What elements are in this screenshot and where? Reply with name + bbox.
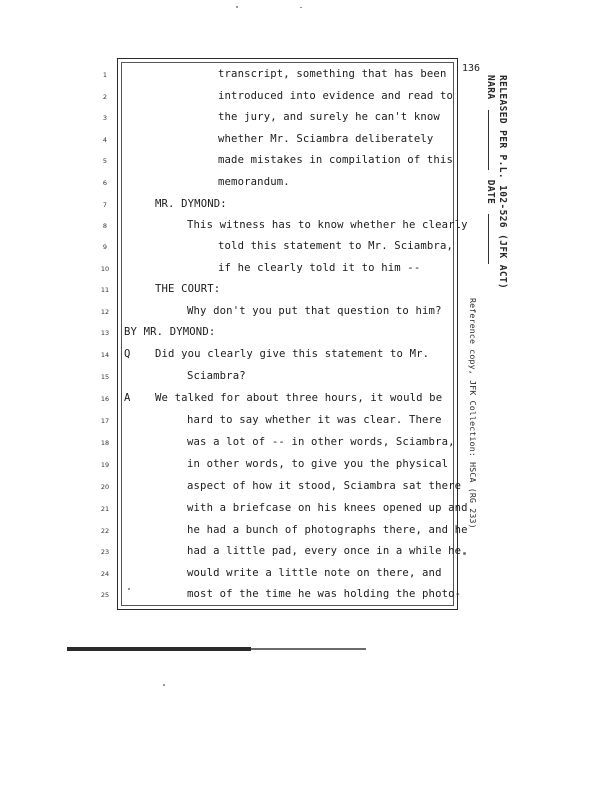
line-number: 25 <box>100 591 110 599</box>
line-number: 24 <box>100 570 110 578</box>
release-stamp-line3: DATE <box>485 179 496 205</box>
line-number: 5 <box>102 157 108 165</box>
transcript-line <box>0 217 612 237</box>
transcript-line <box>0 500 612 520</box>
line-text: most of the time he was holding the photo- <box>187 588 462 600</box>
line-text: would write a little note on there, and <box>187 567 442 579</box>
transcript-line <box>0 368 612 388</box>
line-text: had a little pad, every once in a while he <box>187 545 462 557</box>
transcript-line <box>0 66 612 86</box>
line-number: 17 <box>100 417 110 425</box>
line-text: told this statement to Mr. Sciambra, <box>218 240 454 252</box>
line-number: 8 <box>102 222 108 230</box>
transcript-line <box>0 196 612 216</box>
line-text: hard to say whether it was clear. There <box>187 414 442 426</box>
line-text: was a lot of -- in other words, Sciambra, <box>187 436 455 448</box>
transcript-line <box>0 174 612 194</box>
line-number: 3 <box>102 114 108 122</box>
line-text: whether Mr. Sciambra deliberately <box>218 133 434 145</box>
transcript-line <box>0 586 612 606</box>
transcript-line <box>0 456 612 476</box>
line-number: 15 <box>100 373 110 381</box>
line-text: Sciambra? <box>187 370 246 382</box>
release-stamp-line2: NARA <box>485 75 496 100</box>
release-stamp-line1: RELEASED PER P.L. 102-526 (JFK ACT) <box>497 75 508 290</box>
line-number: 22 <box>100 527 110 535</box>
line-number: 6 <box>102 179 108 187</box>
line-text: in other words, to give you the physical <box>187 458 449 470</box>
bottom-rule-tail <box>251 648 366 650</box>
transcript-line <box>0 565 612 585</box>
scan-speck <box>163 684 165 686</box>
transcript-line <box>0 238 612 258</box>
line-text: he had a bunch of photographs there, and he <box>187 524 468 536</box>
line-text: This witness has to know whether he clearly <box>187 219 468 231</box>
question-marker: Q <box>124 348 131 360</box>
transcript-line <box>0 303 612 323</box>
scan-speck <box>300 7 302 8</box>
line-number: 11 <box>100 286 110 294</box>
transcript-line <box>0 88 612 108</box>
line-number: 4 <box>102 136 108 144</box>
bottom-rule <box>67 647 251 651</box>
transcript-line <box>0 478 612 498</box>
line-text: transcript, something that has been <box>218 68 447 80</box>
examination-label: BY MR. DYMOND: <box>124 326 216 338</box>
line-number: 23 <box>100 548 110 556</box>
line-text: introduced into evidence and read to <box>218 90 454 102</box>
line-text: Did you clearly give this statement to Mr. <box>155 348 430 360</box>
line-number: 7 <box>102 201 108 209</box>
line-text: aspect of how it stood, Sciambra sat there <box>187 480 462 492</box>
line-number: 14 <box>100 351 110 359</box>
line-number: 12 <box>100 308 110 316</box>
transcript-line <box>0 260 612 280</box>
line-text: the jury, and surely he can't know <box>218 111 440 123</box>
transcript-line <box>0 543 612 563</box>
line-number: 13 <box>100 329 110 337</box>
speaker-label: MR. DYMOND: <box>155 198 227 210</box>
scan-speck <box>128 588 130 590</box>
transcript-line <box>0 434 612 454</box>
transcript-line <box>0 109 612 129</box>
page-number: 136 <box>462 63 481 74</box>
answer-marker: A <box>124 392 131 404</box>
line-number: 19 <box>100 461 110 469</box>
line-number: 10 <box>100 265 110 273</box>
speaker-label: THE COURT: <box>155 283 221 295</box>
line-text: made mistakes in compilation of this <box>218 154 454 166</box>
transcript-line <box>0 522 612 542</box>
line-number: 18 <box>100 439 110 447</box>
transcript-line <box>0 131 612 151</box>
transcript-line <box>0 152 612 172</box>
line-text: memorandum. <box>218 176 290 188</box>
line-text: We talked for about three hours, it would be <box>155 392 443 404</box>
line-text: with a briefcase on his knees opened up and <box>187 502 468 514</box>
transcript-line <box>0 412 612 432</box>
line-text: Why don't you put that question to him? <box>187 305 442 317</box>
transcript-line <box>0 390 612 410</box>
line-number: 20 <box>100 483 110 491</box>
line-number: 9 <box>102 243 108 251</box>
line-number: 2 <box>102 93 108 101</box>
line-number: 21 <box>100 505 110 513</box>
transcript-line <box>0 346 612 366</box>
scan-speck <box>463 552 466 555</box>
transcript-line <box>0 324 612 344</box>
transcript-line <box>0 281 612 301</box>
reference-copy-note: Reference copy, JFK Collection: HSCA (RG 233) <box>468 298 478 529</box>
line-text: if he clearly told it to him -- <box>218 262 421 274</box>
line-number: 16 <box>100 395 110 403</box>
scan-speck <box>236 6 238 8</box>
line-number: 1 <box>102 71 108 79</box>
